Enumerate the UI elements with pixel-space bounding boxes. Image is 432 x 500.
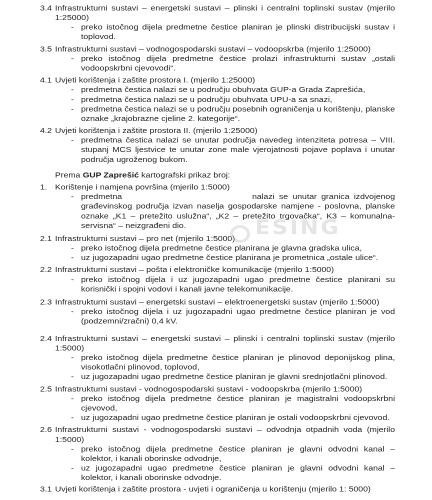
bullet-item: - predmetna čestica nalazi se u području obuhvata UPU-a sa snazi, bbox=[55, 95, 395, 104]
section-3-4-heading bbox=[40, 3, 395, 22]
section-number: 3.1 bbox=[40, 484, 52, 494]
section-1 bbox=[40, 182, 395, 230]
bullet-item: - uz jugozapadni ugao predmetne čestice planiran je ostali vodoopskrbni cjevovod. bbox=[55, 413, 395, 422]
section-3-5-heading bbox=[40, 44, 395, 54]
bullet-item: - uz jugozapadni ugao predmetne čestice planiran je glavni odvodni kanal – kolektor, i kanali oborinske odvodnje. bbox=[55, 463, 395, 482]
section-number: 1. bbox=[40, 182, 48, 192]
section-title: Infrastrukturni sustavi – energetski sustavi – plinski i centralni toplinski sustav (mjerilo 1:5000) bbox=[55, 333, 395, 353]
section-title: Uvjeti korištenja i zaštite prostora - uvjeti i ograničenja u korištenju (mjerilo 1: 5000) bbox=[55, 484, 371, 494]
section-title: Infrastrukturni sustavi - vodnogospodarski sustavi – odvodnja otpadnih voda (mjerilo 1:5000) bbox=[55, 425, 395, 444]
section-number: 2.5 bbox=[40, 384, 52, 394]
section-2-5-heading bbox=[40, 384, 395, 394]
section-title: Infrastrukturni sustavi – pro net (mjerilo 1:5000) bbox=[55, 233, 236, 243]
intro-line bbox=[55, 170, 230, 179]
section-1-heading bbox=[40, 182, 395, 192]
section-number: 2.1 bbox=[40, 233, 52, 243]
section-number: 2.2 bbox=[40, 265, 52, 274]
bullet-item: - preko istočnog dijela i uz jugozapadni ugao predmetne čestice planiran je vod (podzemni/zračni) 0,4 kV. bbox=[55, 307, 395, 326]
watermark-logo-icon bbox=[230, 225, 250, 242]
section-2-3 bbox=[40, 297, 395, 326]
bullet-item: - preko istočnog dijela predmetne čestice planiran je plinski distribucijski sustav i toplovod. bbox=[55, 22, 395, 41]
section-2-1-heading bbox=[40, 233, 395, 243]
intro-suffix: kartografski prikaz broj: bbox=[138, 170, 231, 180]
bullet-item: - preko istočnog dijela predmetne čestice prolazi infrastrukturni sustav „ostali vodoopskrbni cjevovodi“. bbox=[55, 54, 395, 73]
bullet-item: - predmetna čestica nalazi se unutar područja navedeg intenziteta potresa – VIII. stupanj MCS ljestvice te unutar zone male vjerojatnosti pojave poplava i unutar područja ugroženog bukom. bbox=[55, 136, 395, 164]
section-2-6 bbox=[40, 425, 395, 482]
section-title: Uvjeti korištenja i zaštite prostora I. (mjerilo 1:25000) bbox=[55, 75, 256, 85]
bullet-item: - preko istočnog dijela i uz jugozapadni ugao predmetne čestice planirani su korisnički i spojni vodovi i kanali javne telekomunikacije. bbox=[55, 275, 395, 294]
watermark-text: ESING bbox=[255, 217, 341, 240]
section-2-3-heading bbox=[40, 297, 395, 307]
section-title: Infrastrukturni sustavi - vodnogospodarski sustavi - vodoopskrba (mjerilo 1:5000) bbox=[55, 384, 363, 394]
section-number: 4.1 bbox=[40, 75, 52, 85]
section-3-1-heading bbox=[40, 484, 395, 494]
section-number: 2.4 bbox=[40, 333, 52, 343]
section-number: 4.2 bbox=[40, 126, 52, 135]
bullet-item: - preko istočnog dijela predmetne čestice planirana je glavna gradska ulica, bbox=[55, 243, 395, 252]
section-title: Uvjeti korištenja i zaštite prostora II. (mjerilo 1:25000) bbox=[55, 126, 258, 135]
section-3-4 bbox=[40, 3, 395, 41]
bullet-item: - preko istočnog dijela predmetne čestice planiran je plinovod deponijskog plina, visokotlačni plinovod, toplovod, bbox=[55, 353, 395, 372]
section-number: 2.3 bbox=[40, 297, 52, 307]
section-number: 3.5 bbox=[40, 44, 52, 54]
bullet-item: - predmetna čestica nalazi se u području obuhvata GUP-a Grada Zaprešića, bbox=[55, 85, 395, 94]
section-title: Infrastrukturni sustavi – vodnogospodarski sustavi – vodoopskrba (mjerilo 1:25000) bbox=[55, 44, 371, 54]
section-2-2-heading bbox=[40, 265, 395, 274]
intro-bold: GUP Zaprešić bbox=[82, 170, 139, 180]
section-2-4 bbox=[40, 333, 395, 381]
section-title: Infrastrukturni sustavi – energetski sustavi – plinski i centralni toplinski sustav (mjerilo 1:25000) bbox=[55, 3, 395, 22]
bullet-item: - predmetna čestica nalazi se u području posebnih ograničenja u korištenju, planske oznake „krajobrazne cjeline 2. kategorije“. bbox=[55, 104, 395, 123]
section-number: 2.6 bbox=[40, 425, 52, 434]
section-2-1 bbox=[40, 233, 395, 262]
intro-prefix: Prema bbox=[55, 170, 83, 180]
section-2-2 bbox=[40, 265, 395, 293]
bullet-item bbox=[55, 192, 395, 230]
section-4-1-heading bbox=[40, 75, 395, 85]
section-4-2-heading bbox=[40, 126, 395, 135]
section-3-5 bbox=[40, 44, 395, 73]
section-4-2 bbox=[40, 126, 395, 164]
section-4-1 bbox=[40, 75, 395, 123]
section-2-6-heading bbox=[40, 425, 395, 444]
section-2-4-heading bbox=[40, 333, 395, 353]
bullet-item: - uz jugozapadni ugao predmetne čestice planirana je prometnica „ostale ulice“. bbox=[55, 253, 395, 262]
section-3-1 bbox=[40, 484, 395, 494]
section-2-5 bbox=[40, 384, 395, 422]
bullet-text-b: nalazi se unutar granica izdvojenog građevinskog područja izvan naselja gospodarske namjene - poslovna, planske oznake „K1 – pretežito uslužna“, „K2 – pretežito trgovačka“, K3 – komunalna-servisna“ – neizgrađeni dio. bbox=[81, 192, 395, 230]
section-number: 3.4 bbox=[40, 3, 52, 13]
section-title: Korištenje i namjena površina (mjerilo 1:5000) bbox=[55, 182, 230, 192]
section-title: Infrastrukturni sustavi – pošta i elektroničke komunikacije (mjerilo 1:5000) bbox=[55, 265, 334, 274]
section-title: Infrastrukturni sustavi – energetski sustavi – elektroenergetski sustav (mjerilo 1:5000) bbox=[55, 297, 380, 307]
bullet-text-a: predmetna bbox=[81, 192, 123, 201]
bullet-item: - preko istočnog dijela predmetne čestice planiran je magistralni vodoopskrbni cjevovod, bbox=[55, 394, 395, 413]
bullet-item: - uz jugozapadni ugao predmetne čestice planiran je glavni srednjotlačni plinovod. bbox=[55, 372, 395, 381]
bullet-item: - preko istočnog dijela predmetne čestice planiran je glavni odvodni kanal – kolektor, i kanali oborinske odvodnje, bbox=[55, 444, 395, 463]
